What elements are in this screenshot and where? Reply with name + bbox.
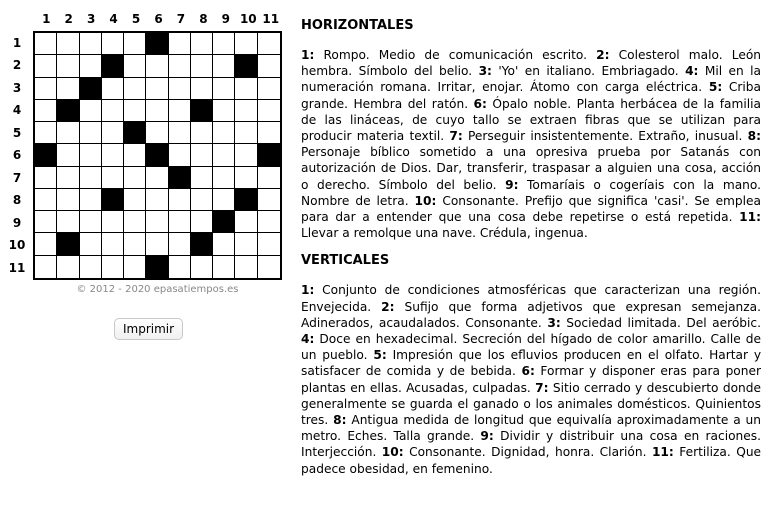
- crossword-cell[interactable]: [57, 33, 79, 55]
- clue-text: Dividir y distribuir una cosa en raciones. Interjección.: [301, 429, 761, 460]
- clue-text: Sufijo que forma adjetivos que expresan semejanza. Adinerados, acaudalados. Consonante.: [301, 299, 761, 330]
- crossword-cell[interactable]: [124, 55, 146, 77]
- row-number: 2: [12, 58, 22, 73]
- clue-number: 5:: [373, 348, 387, 363]
- crossword-grid[interactable]: [33, 31, 282, 280]
- crossword-cell[interactable]: [80, 189, 102, 211]
- black-cell: [169, 167, 191, 189]
- crossword-cell[interactable]: [191, 167, 213, 189]
- crossword-cell[interactable]: [124, 144, 146, 166]
- crossword-cell[interactable]: [191, 55, 213, 77]
- crossword-cell[interactable]: [235, 78, 257, 100]
- clue-text: Sociedad limitada. Del aeróbic.: [566, 315, 762, 330]
- crossword-cell[interactable]: [146, 122, 168, 144]
- black-cell: [213, 211, 235, 233]
- crossword-cell[interactable]: [35, 256, 57, 278]
- crossword-cell[interactable]: [169, 211, 191, 233]
- clue-number: 8:: [333, 413, 347, 428]
- crossword-cell[interactable]: [124, 100, 146, 122]
- clue-number: 7:: [449, 129, 463, 144]
- crossword-cell[interactable]: [258, 100, 280, 122]
- crossword-cell[interactable]: [80, 33, 102, 55]
- crossword-cell[interactable]: [235, 256, 257, 278]
- crossword-cell[interactable]: [124, 33, 146, 55]
- crossword-cell[interactable]: [169, 100, 191, 122]
- crossword-cell[interactable]: [35, 78, 57, 100]
- crossword-cell[interactable]: [213, 78, 235, 100]
- crossword-cell[interactable]: [235, 122, 257, 144]
- clue-number: 10:: [381, 445, 404, 460]
- crossword-cell[interactable]: [191, 256, 213, 278]
- crossword-cell[interactable]: [102, 233, 124, 255]
- column-number: 8: [199, 12, 208, 26]
- clue-number: 1:: [301, 48, 315, 62]
- clue-number: 4:: [685, 64, 699, 79]
- crossword-cell[interactable]: [213, 233, 235, 255]
- crossword-cell[interactable]: [213, 256, 235, 278]
- black-cell: [235, 55, 257, 77]
- column-number: 6: [154, 12, 163, 26]
- crossword-cell[interactable]: [191, 189, 213, 211]
- crossword-panel: [0, 0, 290, 509]
- copyright-notice: © 2012 - 2020 epasatiempos.es: [76, 284, 239, 295]
- crossword-cell[interactable]: [35, 100, 57, 122]
- crossword-cell[interactable]: [124, 78, 146, 100]
- crossword-cell[interactable]: [258, 256, 280, 278]
- crossword-cell[interactable]: [35, 33, 57, 55]
- crossword-cell[interactable]: [35, 122, 57, 144]
- crossword-cell[interactable]: [169, 256, 191, 278]
- crossword-cell[interactable]: [213, 167, 235, 189]
- crossword-cell[interactable]: [80, 100, 102, 122]
- crossword-cell[interactable]: [57, 55, 79, 77]
- crossword-cell[interactable]: [191, 122, 213, 144]
- row-number: 11: [8, 260, 26, 275]
- crossword-cell[interactable]: [80, 256, 102, 278]
- crossword-cell[interactable]: [124, 233, 146, 255]
- crossword-cell[interactable]: [57, 256, 79, 278]
- clue-number: 2:: [381, 299, 395, 314]
- crossword-cell[interactable]: [57, 144, 79, 166]
- column-number: 11: [262, 12, 280, 26]
- clue-text: Personaje bíblico sometido a una opresiva prueba por Satanás con autorización de Dios. Dar, transferir, traspasar a alguien una cosa, acción o derecho. Símbolo del belio.: [301, 145, 761, 192]
- row-number: 7: [12, 170, 22, 185]
- crossword-cell[interactable]: [57, 211, 79, 233]
- crossword-cell[interactable]: [191, 78, 213, 100]
- clue-number: 7:: [535, 380, 549, 395]
- column-number: 7: [176, 12, 186, 26]
- clue-text: Fertiliza. Que padece obesidad, en femenino.: [301, 445, 762, 476]
- clue-number: 4:: [301, 332, 315, 347]
- clue-text: Impresión que los efluvios producen en el olfato. Hartar y satisfacer de comida y de bebida.: [301, 348, 762, 379]
- crossword-cell[interactable]: [258, 189, 280, 211]
- crossword-cell[interactable]: [169, 233, 191, 255]
- clue-number: 9:: [505, 177, 519, 192]
- crossword-cell[interactable]: [80, 122, 102, 144]
- clue-text: Criba grande. Hembra del ratón.: [301, 80, 762, 111]
- black-cell: [191, 233, 213, 255]
- crossword-cell[interactable]: [124, 211, 146, 233]
- crossword-cell[interactable]: [35, 233, 57, 255]
- clue-text: Consonante. Prefijo que significa 'casi'. Se emplea para dar a entender que una cosa debe repetirse o está repetida.: [301, 193, 762, 225]
- crossword-cell[interactable]: [102, 256, 124, 278]
- crossword-cell[interactable]: [169, 33, 191, 55]
- crossword-cell[interactable]: [35, 211, 57, 233]
- clue-text: Ópalo noble. Planta herbácea de la familia de las lináceas, de cuyo tallo se extraen fibras que se utilizan para producir materia textil.: [301, 96, 762, 144]
- horizontal-title: HORIZONTALES: [301, 18, 414, 33]
- crossword-cell[interactable]: [80, 55, 102, 77]
- black-cell: [102, 189, 124, 211]
- crossword-cell[interactable]: [213, 144, 235, 166]
- column-number: 2: [64, 12, 73, 26]
- vertical-clues: [301, 282, 761, 476]
- crossword-cell[interactable]: [258, 122, 280, 144]
- clue-number: 8:: [747, 129, 761, 144]
- crossword-cell[interactable]: [146, 78, 168, 100]
- clue-number: 10:: [414, 193, 437, 208]
- column-number: 5: [131, 12, 141, 26]
- crossword-cell[interactable]: [80, 233, 102, 255]
- crossword-cell[interactable]: [102, 100, 124, 122]
- clues-panel: [301, 18, 761, 477]
- clue-text: Rompo. Medio de comunicación escrito.: [323, 48, 588, 62]
- clue-number: 1:: [301, 283, 315, 298]
- crossword-cell[interactable]: [258, 211, 280, 233]
- crossword-cell[interactable]: [146, 100, 168, 122]
- crossword-cell[interactable]: [235, 33, 257, 55]
- black-cell: [146, 256, 168, 278]
- crossword-cell[interactable]: [57, 78, 79, 100]
- row-number: 8: [12, 193, 22, 208]
- crossword-cell[interactable]: [235, 233, 257, 255]
- clue-number: 6:: [521, 364, 535, 379]
- column-number: 3: [86, 12, 96, 26]
- crossword-cell[interactable]: [169, 144, 191, 166]
- crossword-cell[interactable]: [80, 144, 102, 166]
- crossword-cell[interactable]: [57, 167, 79, 189]
- crossword-cell[interactable]: [235, 100, 257, 122]
- crossword-cell[interactable]: [124, 256, 146, 278]
- clue-number: 6:: [473, 96, 487, 111]
- crossword-cell[interactable]: [169, 78, 191, 100]
- black-cell: [191, 100, 213, 122]
- row-number: 6: [12, 148, 22, 163]
- row-number: 3: [12, 80, 22, 95]
- crossword-cell[interactable]: [258, 55, 280, 77]
- clue-text: Mil en la numeración romana. Irritar, enojar. Átomo con carga eléctrica.: [301, 64, 762, 95]
- black-cell: [235, 189, 257, 211]
- crossword-cell[interactable]: [80, 167, 102, 189]
- crossword-cell[interactable]: [124, 167, 146, 189]
- crossword-cell[interactable]: [213, 33, 235, 55]
- crossword-cell[interactable]: [258, 167, 280, 189]
- row-number: 9: [12, 215, 22, 230]
- crossword-cell[interactable]: [235, 211, 257, 233]
- column-number: 1: [42, 12, 51, 26]
- crossword-cell[interactable]: [102, 211, 124, 233]
- crossword-cell[interactable]: [102, 122, 124, 144]
- clue-number: 3:: [547, 315, 561, 330]
- crossword-cell[interactable]: [124, 189, 146, 211]
- crossword-cell[interactable]: [191, 33, 213, 55]
- crossword-cell[interactable]: [235, 144, 257, 166]
- crossword-cell[interactable]: [146, 55, 168, 77]
- horizontal-clues: [301, 47, 761, 241]
- row-number: 4: [12, 103, 22, 118]
- clue-text: Perseguir insistentemente. Extraño, inusual.: [467, 129, 743, 144]
- column-number: 9: [221, 12, 231, 26]
- crossword-cell[interactable]: [191, 211, 213, 233]
- crossword-cell[interactable]: [102, 144, 124, 166]
- clue-number: 3:: [478, 64, 492, 79]
- crossword-cell[interactable]: [80, 211, 102, 233]
- clue-number: 2:: [596, 48, 610, 62]
- clue-number: 9:: [480, 429, 494, 444]
- black-cell: [124, 122, 146, 144]
- crossword-cell[interactable]: [146, 211, 168, 233]
- clue-number: 11:: [739, 210, 761, 225]
- crossword-cell[interactable]: [102, 167, 124, 189]
- clue-text: Formar y disponer eras para poner plantas en ellas. Acusadas, culpadas.: [301, 364, 762, 395]
- clue-text: Consonante. Dignidad, honra. Clarión.: [409, 445, 647, 460]
- crossword-cell[interactable]: [169, 189, 191, 211]
- row-number: 1: [12, 36, 22, 50]
- clue-text: Antigua medida de longitud que equivalía aproximadamente a un metro. Eches. Talla grande.: [301, 413, 762, 444]
- crossword-cell[interactable]: [146, 189, 168, 211]
- crossword-cell[interactable]: [213, 189, 235, 211]
- crossword-cell[interactable]: [35, 167, 57, 189]
- black-cell: [35, 144, 57, 166]
- black-cell: [146, 33, 168, 55]
- black-cell: [57, 233, 79, 255]
- crossword-cell[interactable]: [146, 233, 168, 255]
- clue-text: Conjunto de condiciones atmosféricas que caracterizan una región. Envejecida.: [301, 283, 761, 314]
- crossword-cell[interactable]: [213, 100, 235, 122]
- column-number: 4: [109, 12, 118, 26]
- crossword-cell[interactable]: [57, 189, 79, 211]
- crossword-cell[interactable]: [258, 78, 280, 100]
- clue-text: 'Yo' en italiano. Embriagado.: [498, 64, 679, 79]
- crossword-cell[interactable]: [169, 55, 191, 77]
- column-number: 10: [239, 12, 257, 26]
- row-number: 10: [8, 238, 26, 253]
- crossword-cell[interactable]: [213, 55, 235, 77]
- black-cell: [146, 144, 168, 166]
- crossword-cell[interactable]: [258, 233, 280, 255]
- crossword-cell[interactable]: [57, 122, 79, 144]
- crossword-cell[interactable]: [191, 144, 213, 166]
- clue-number: 5:: [708, 80, 723, 95]
- crossword-cell[interactable]: [35, 189, 57, 211]
- crossword-cell[interactable]: [35, 55, 57, 77]
- crossword-cell[interactable]: [146, 167, 168, 189]
- black-cell: [80, 78, 102, 100]
- clue-text: Sitio cerrado y descubierto donde generalmente se guarda el ganado o los animales domésticos. Quinientos tres.: [301, 380, 762, 428]
- clue-text: Doce en hexadecimal. Secreción del hígado de color amarillo. Calle de un pueblo.: [301, 332, 762, 363]
- black-cell: [102, 55, 124, 77]
- crossword-cell[interactable]: [235, 167, 257, 189]
- crossword-cell[interactable]: [169, 122, 191, 144]
- clue-text: Tomaríais o cogeríais con la mano. Nombre de letra.: [301, 177, 762, 208]
- clue-text: Llevar a remolque una nave. Crédula, ingenua.: [301, 226, 588, 241]
- clue-text: Colesterol malo. León hembra. Símbolo del belio.: [301, 48, 762, 79]
- print-button[interactable]: Imprimir: [114, 318, 183, 340]
- clue-number: 11:: [651, 445, 674, 460]
- crossword-cell[interactable]: [213, 122, 235, 144]
- crossword-cell[interactable]: [102, 78, 124, 100]
- crossword-cell[interactable]: [102, 33, 124, 55]
- black-cell: [57, 100, 79, 122]
- black-cell: [258, 144, 280, 166]
- vertical-title: VERTICALES: [301, 253, 390, 269]
- row-number: 5: [12, 125, 22, 140]
- crossword-cell[interactable]: [258, 33, 280, 55]
